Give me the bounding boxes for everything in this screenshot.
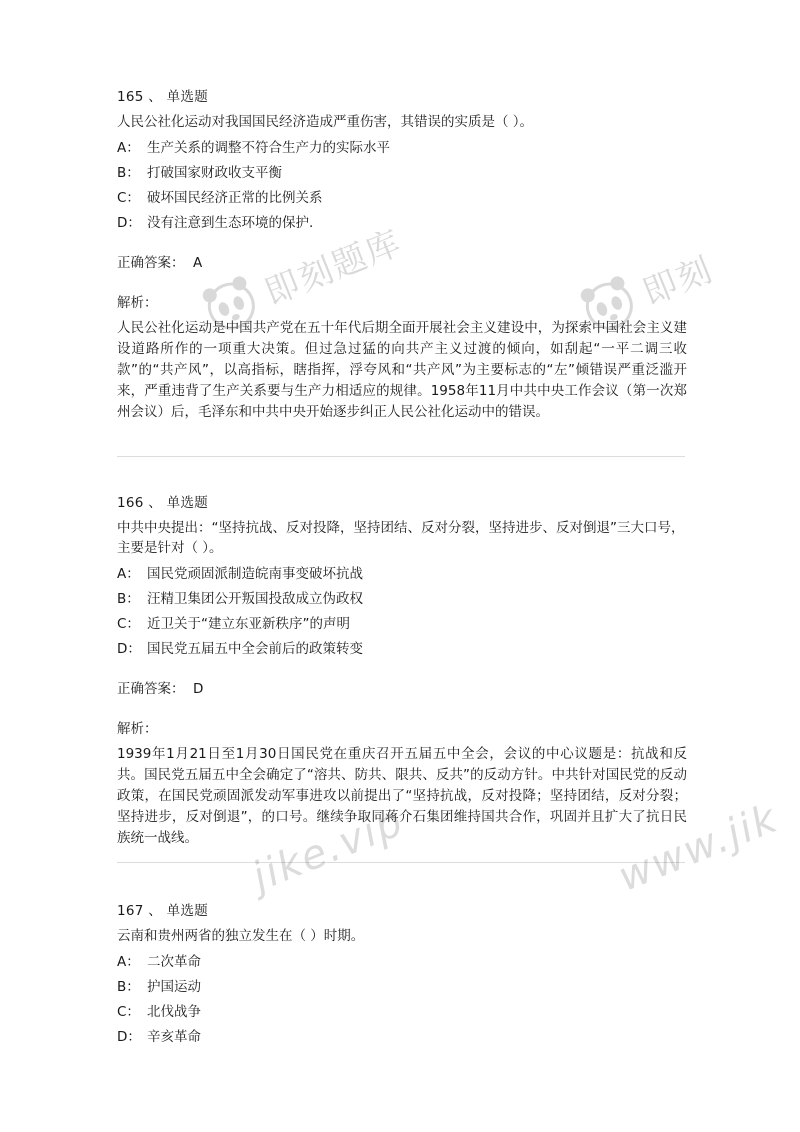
option-text: 国民党顽固派制造皖南事变破坏抗战 (147, 566, 363, 582)
divider (117, 862, 685, 863)
question-block (117, 494, 687, 849)
option-key: D： (117, 641, 141, 657)
option-b (117, 978, 687, 996)
option-key: C： (117, 1004, 140, 1020)
question-header: 167 、 单选题 (117, 903, 209, 919)
option-key: D： (117, 1029, 141, 1045)
question-block (117, 88, 687, 423)
option-text: 生产关系的调整不符合生产力的实际水平 (147, 140, 390, 156)
watermark-url: www.jik (612, 795, 785, 901)
analysis-label: 解析： (117, 721, 158, 737)
option-a (117, 139, 687, 157)
option-b (117, 590, 687, 608)
option-text: 近卫关于“建立东亚新秩序”的声明 (147, 616, 350, 632)
watermark-brand: 即刻 (637, 248, 719, 314)
option-key: A： (117, 140, 140, 156)
option-key: D： (117, 215, 141, 231)
question-block (117, 902, 687, 1046)
option-key: C： (117, 616, 140, 632)
answer-value: D (193, 681, 204, 697)
watermark-url: jike.vip (246, 798, 411, 901)
option-text: 二次革命 (147, 954, 201, 970)
question-stem: 云南和贵州两省的独立发生在（ ）时期。 (117, 928, 365, 944)
option-d (117, 1028, 687, 1046)
option-key: C： (117, 190, 140, 206)
option-b (117, 164, 687, 182)
option-key: A： (117, 566, 140, 582)
analysis-label: 解析： (117, 295, 158, 311)
option-text: 北伐战争 (147, 1004, 201, 1020)
question-header: 165 、 单选题 (117, 89, 209, 105)
option-key: B： (117, 165, 140, 181)
option-c (117, 1003, 687, 1021)
option-a (117, 953, 687, 971)
option-d (117, 214, 687, 232)
option-d (117, 640, 687, 658)
correct-answer (117, 254, 687, 272)
analysis-text: 1939年1月21日至1月30日国民党在重庆召开五届五中全会，会议的中心议题是：抗战和反共。国民党五届五中全会确定了“溶共、防共、限共、反共”的反动方针。中共针对国民党的反动政策，在国民党顽固派发动军事进攻以前提出了“坚持抗战，反对投降；坚持团结，反对分裂；坚持进步，反对倒退”，的口号。继续争取同蒋介石集团维持国共合作，巩固并且扩大了抗日民族统一战线。 (117, 746, 687, 846)
question-stem: 中共中央提出：“坚持抗战、反对投降，坚持团结、反对分裂，坚持进步、反对倒退”三大口号，主要是针对（ ）。 (117, 520, 685, 556)
option-text: 护国运动 (147, 979, 201, 995)
option-text: 打破国家财政收支平衡 (147, 165, 282, 181)
option-text: 国民党五届五中全会前后的政策转变 (147, 641, 363, 657)
option-c (117, 189, 687, 207)
option-text: 辛亥革命 (147, 1029, 201, 1045)
watermark-brand: 即刻题库 (259, 222, 408, 314)
option-c (117, 615, 687, 633)
option-key: B： (117, 591, 140, 607)
divider (117, 456, 685, 457)
question-header: 166 、 单选题 (117, 495, 209, 511)
option-key: B： (117, 979, 140, 995)
answer-label: 正确答案： (117, 255, 185, 271)
option-text: 汪精卫集团公开叛国投敌成立伪政权 (147, 591, 363, 607)
answer-label: 正确答案： (117, 681, 185, 697)
option-a (117, 565, 687, 583)
option-key: A： (117, 954, 140, 970)
correct-answer (117, 680, 687, 698)
analysis-text: 人民公社化运动是中国共产党在五十年代后期全面开展社会主义建设中，为探索中国社会主义建设道路所作的一项重大决策。但过急过猛的向共产主义过渡的倾向，如刮起“一平二调三收款”的“共产风”，以高指标，瞎指挥，浮夸风和“共产风”为主要标志的“左”倾错误严重泛滥开来，严重违背了生产关系要与生产力相适应的规律。1958年11月中共中央工作会议（第一次郑州会议）后，毛泽东和中共中央开始逐步纠正人民公社化运动中的错误。 (117, 320, 687, 420)
option-text: 没有注意到生态环境的保护. (147, 215, 314, 231)
option-text: 破坏国民经济正常的比例关系 (147, 190, 323, 206)
answer-value: A (193, 255, 203, 271)
question-stem: 人民公社化运动对我国国民经济造成严重伤害，其错误的实质是（ ）。 (117, 114, 534, 130)
